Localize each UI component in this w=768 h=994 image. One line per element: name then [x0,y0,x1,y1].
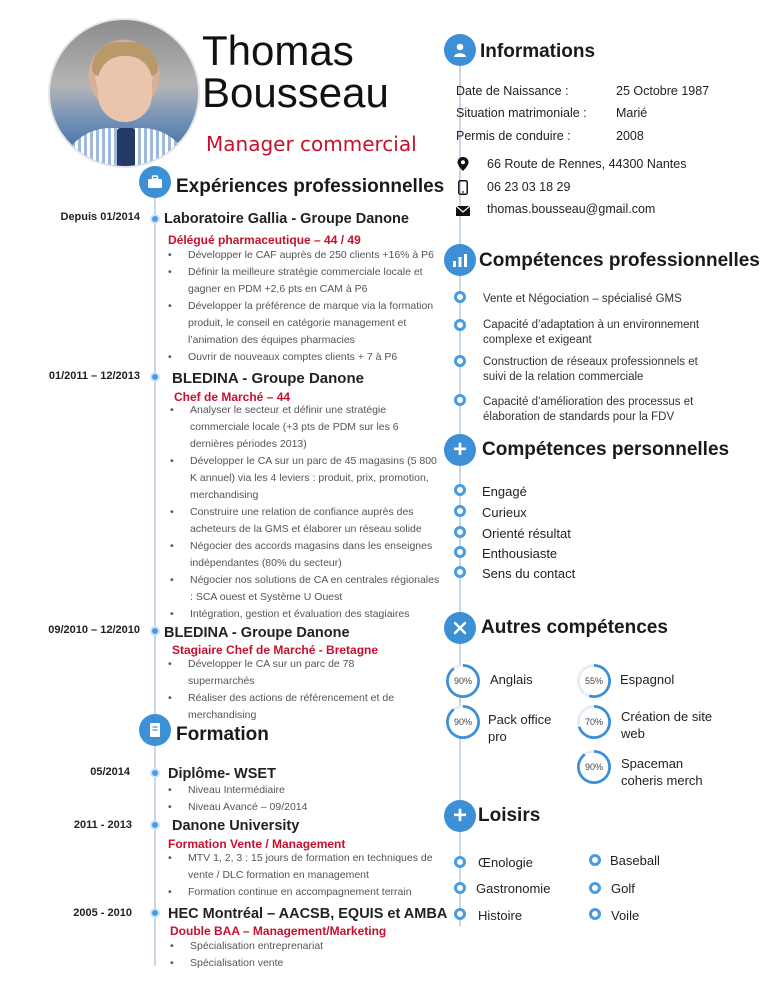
skill-name: Spaceman coheris merch [621,756,703,788]
skill-dot [454,355,466,367]
timeline-dot [150,372,160,382]
book-icon [139,714,171,746]
formation-role: Double BAA – Management/Marketing [170,924,387,938]
last-name: Bousseau [202,69,389,116]
skill-item: Capacité d’amélioration des processus et élaboration de standards pour la FDV [483,396,694,423]
job-title: Manager commercial [206,132,417,156]
personal-skill: Orienté résultat [482,526,571,541]
tools-icon [444,612,476,644]
hobby-item: Gastronomie [476,881,551,896]
list-item: • Spécialisation vente [170,955,430,972]
exp-role: Délégué pharmaceutique – 44 / 49 [168,233,361,247]
location-pin-icon [456,157,470,171]
list-item: • Négocier des accords magasins dans les enseignes indépendantes (80% du secteur) [170,538,442,572]
list-item: • Ouvrir de nouveaux comptes clients + 7 à P6 [168,349,440,366]
timeline-dot [150,908,160,918]
full-name [202,27,389,116]
autres-heading: Autres compétences [481,617,668,638]
info-label: Permis de conduire : [456,129,571,143]
skill-dot [454,526,466,538]
exp-role: Chef de Marché – 44 [174,390,291,404]
exp-bullets [170,402,442,623]
email-address[interactable]: thomas.bousseau@gmail.com [487,202,656,216]
phone-number: 06 23 03 18 29 [487,180,571,194]
skill-gauge [577,705,611,739]
exp-date: Depuis 01/2014 [60,211,140,223]
skill-dot [454,546,466,558]
hobby-dot [454,908,466,920]
bar-chart-icon [444,244,476,276]
exp-bullets [168,656,420,724]
formation-title: Danone University [172,818,300,834]
competences-perso-heading: Compétences personnelles [482,439,730,460]
hobby-item: Histoire [478,908,523,923]
list-item: • Réaliser des actions de référencement et de merchandising [168,690,420,724]
loisirs-heading: Loisirs [478,805,541,826]
exp-date: 01/2011 – 12/2013 [48,370,140,382]
email-icon [456,205,470,219]
list-item: • Niveau Intermédiaire [168,782,428,799]
exp-bullets [168,247,440,366]
info-value: 2008 [616,129,644,143]
formation-title: HEC Montréal – AACSB, EQUIS et AMBA [168,906,448,922]
exp-company: BLEDINA - Groupe Danone [172,370,364,387]
user-icon [444,34,476,66]
formation-title: Diplôme- WSET [168,766,276,782]
info-label: Date de Naissance : [456,84,569,98]
list-item: • Niveau Avancé – 09/2014 [168,799,428,816]
hobby-dot [589,908,601,920]
exp-company: Laboratoire Gallia - Groupe Danone [164,211,409,227]
gauge-label: 90% [453,676,472,686]
gauge-label: 90% [584,762,603,772]
profile-photo [48,18,200,168]
personal-skill: Sens du contact [482,566,576,581]
list-item: • Développer la préférence de marque via la formation produit, le conseil en catégorie management et l’animation des équipes pharmacies [168,298,440,349]
skill-gauge [446,664,480,698]
skill-gauge [446,705,480,739]
formation-bullets [170,938,430,972]
informations-heading: Informations [480,41,596,62]
first-name: Thomas [202,27,354,74]
exp-date: 09/2010 – 12/2010 [48,624,140,636]
timeline-dot [150,768,160,778]
skill-item: Construction de réseaux professionnels et suivi de la relation commerciale [483,356,698,383]
skill-dot [454,566,466,578]
skill-item: Vente et Négociation – spécialisé GMS [483,293,682,305]
hobby-dot [589,854,601,866]
formation-date: 2011 - 2013 [73,819,132,831]
timeline-dot [150,820,160,830]
personal-skill: Engagé [482,484,527,499]
competences-pro-heading: Compétences professionnelles [479,250,760,271]
info-value: 25 Octobre 1987 [616,84,710,98]
skill-dot [454,505,466,517]
skill-name: Pack office pro [488,712,552,744]
formation-bullets [168,782,428,816]
timeline-dot [150,214,160,224]
hobby-item: Œnologie [478,855,533,870]
skill-name: Espagnol [620,672,675,687]
skill-dot [454,394,466,406]
list-item: • Définir la meilleure stratégie commerciale locale et gagner en PDM +2,6 pts en CAM à P6 [168,264,440,298]
personal-skill: Enthousiaste [482,546,558,561]
skill-name: Anglais [490,672,533,687]
formation-bullets [168,850,438,901]
formation-heading: Formation [176,724,269,745]
formation-date: 05/2014 [90,766,130,778]
phone-icon [456,180,470,194]
list-item: • Construire une relation de confiance auprès des acheteurs de la GMS et élaborer un réseau solide [170,504,442,538]
list-item: • Développer le CA sur un parc de 78 supermarchés [168,656,420,690]
hobby-item: Baseball [610,853,660,868]
hobby-dot [454,882,466,894]
formation-role: Formation Vente / Management [168,837,346,851]
timeline-line [154,196,156,966]
list-item: • Formation continue en accompagnement terrain [168,884,438,901]
plus-icon: + [444,800,476,832]
hobby-item: Golf [611,881,635,896]
gauge-label: 90% [453,717,472,727]
list-item: • Développer le CA sur un parc de 45 magasins (5 800 K annuel) via les 4 leviers : produit, prix, promotion, merchandising [170,453,442,504]
gauge-label: 55% [584,676,603,686]
personal-skill: Curieux [482,505,527,520]
skill-gauge [577,750,611,784]
plus-icon: + [444,434,476,466]
hobby-dot [589,882,601,894]
list-item: • Spécialisation entreprenariat [170,938,430,955]
list-item: • Intégration, gestion et évaluation des stagiaires [170,606,442,623]
skill-gauge [577,664,611,698]
info-value: Marié [616,106,648,120]
gauge-label: 70% [584,717,603,727]
skill-dot [454,319,466,331]
hobby-dot [454,856,466,868]
exp-role: Stagiaire Chef de Marché - Bretagne [172,643,379,657]
exp-company: BLEDINA - Groupe Danone [164,625,350,641]
list-item: • MTV 1, 2, 3 : 15 jours de formation en techniques de vente / DLC formation en management [168,850,438,884]
skill-name: Création de site web [621,709,713,741]
info-label: Situation matrimoniale : [456,106,587,120]
skill-item: Capacité d’adaptation à un environnement complexe et exigeant [483,319,700,346]
list-item: • Négocier nos solutions de CA en centrales régionales : SCA ouest et Système U Ouest [170,572,442,606]
skill-dot [454,291,466,303]
timeline-dot [150,626,160,636]
hobby-item: Voile [611,908,640,923]
formation-date: 2005 - 2010 [73,907,132,919]
experiences-heading: Expériences professionnelles [176,176,445,197]
briefcase-icon [139,166,171,198]
address: 66 Route de Rennes, 44300 Nantes [487,157,687,171]
list-item: • Développer le CAF auprès de 250 clients +16% à P6 [168,247,440,264]
list-item: • Analyser le secteur et définir une stratégie commerciale locale (+3 pts de PDM sur les 6 dernières périodes 2013) [170,402,442,453]
skill-dot [454,484,466,496]
